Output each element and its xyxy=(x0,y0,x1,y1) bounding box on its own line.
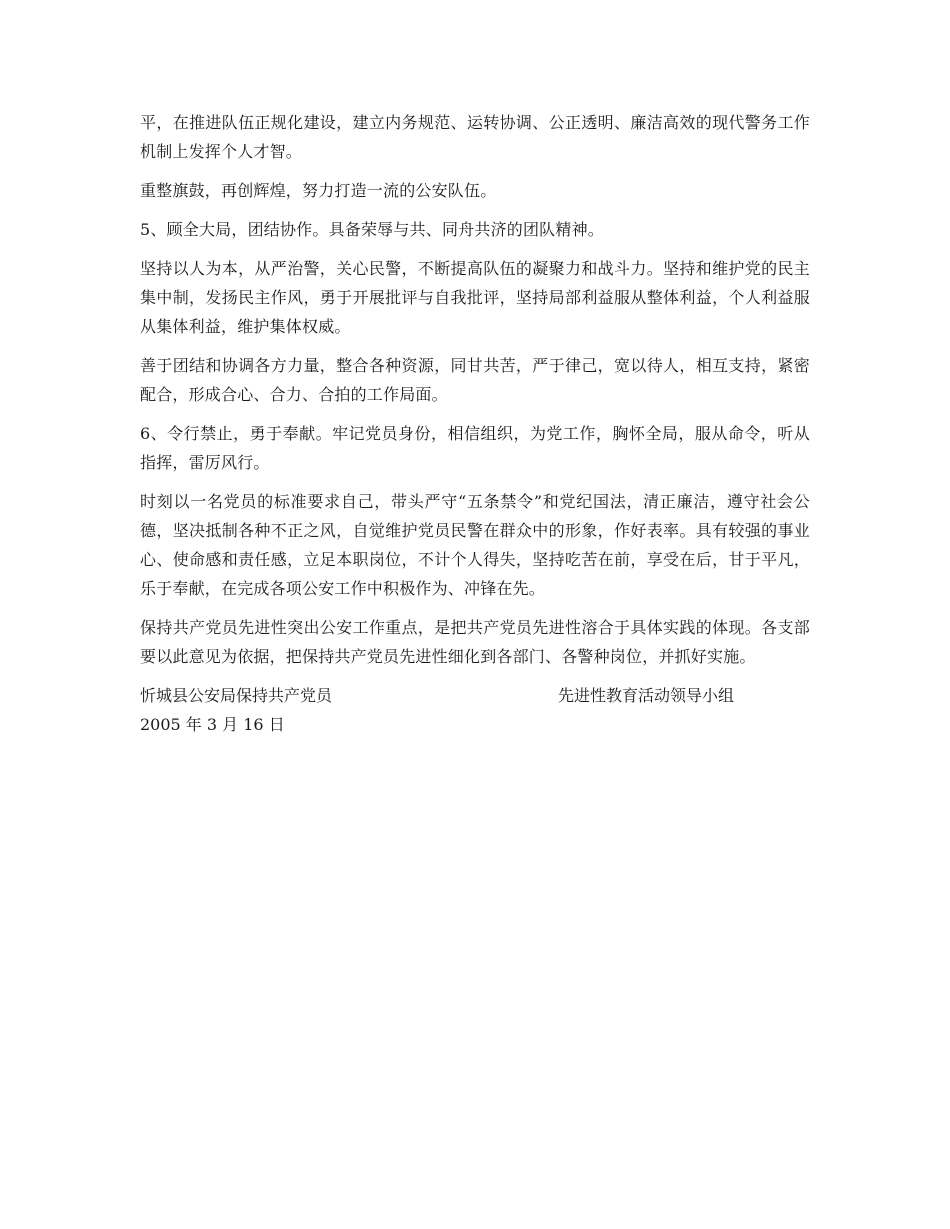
paragraph-1: 平，在推进队伍正规化建设，建立内务规范、运转协调、公正透明、廉洁高效的现代警务工作机制上发挥个人才智。 xyxy=(140,113,810,161)
paragraph-2: 重整旗鼓，再创辉煌，努力打造一流的公安队伍。 xyxy=(140,181,497,200)
document-page xyxy=(140,108,810,739)
paragraph-7: 时刻以一名党员的标准要求自己，带头严守“五条禁令”和党纪国法，清正廉洁，遵守社会公德，坚决抵制各种不正之风，自觉维护党员民警在群众中的形象，作好表率。具有较强的事业心、使命感和责任感，立足本职岗位，不计个人得失，坚持吃苦在前，享受在后，甘于平凡，乐于奉献，在完成各项公安工作中积极作为、冲锋在先。 xyxy=(140,492,810,598)
paragraph-6: 6、令行禁止，勇于奉献。牢记党员身份，相信组织，为党工作，胸怀全局，服从命令，听从指挥，雷厉风行。 xyxy=(140,424,810,472)
signature-organization: 忻城县公安局保持共产党员 xyxy=(140,686,333,705)
paragraph-8: 保持共产党员先进性突出公安工作重点，是把共产党员先进性溶合于具体实践的体现。各支部要以此意见为依据，把保持共产党员先进性细化到各部门、各警种岗位，并抓好实施。 xyxy=(140,618,810,666)
paragraph-5: 善于团结和协调各方力量，整合各种资源，同甘共苦，严于律己，宽以待人，相互支持，紧密配合，形成合心、合力、合拍的工作局面。 xyxy=(140,356,810,404)
paragraph-3: 5、顾全大局，团结协作。具备荣辱与共、同舟共济的团队精神。 xyxy=(140,220,604,239)
signature-group: 先进性教育活动领导小组 xyxy=(558,686,735,705)
signature-date: 2005 年 3 月 16 日 xyxy=(140,715,285,734)
paragraph-4: 坚持以人为本，从严治警，关心民警，不断提高队伍的凝聚力和战斗力。坚持和维护党的民主集中制，发扬民主作风，勇于开展批评与自我批评，坚持局部利益服从整体利益，个人利益服从集体利益，维护集体权威。 xyxy=(140,259,810,336)
signature-row xyxy=(140,681,810,710)
